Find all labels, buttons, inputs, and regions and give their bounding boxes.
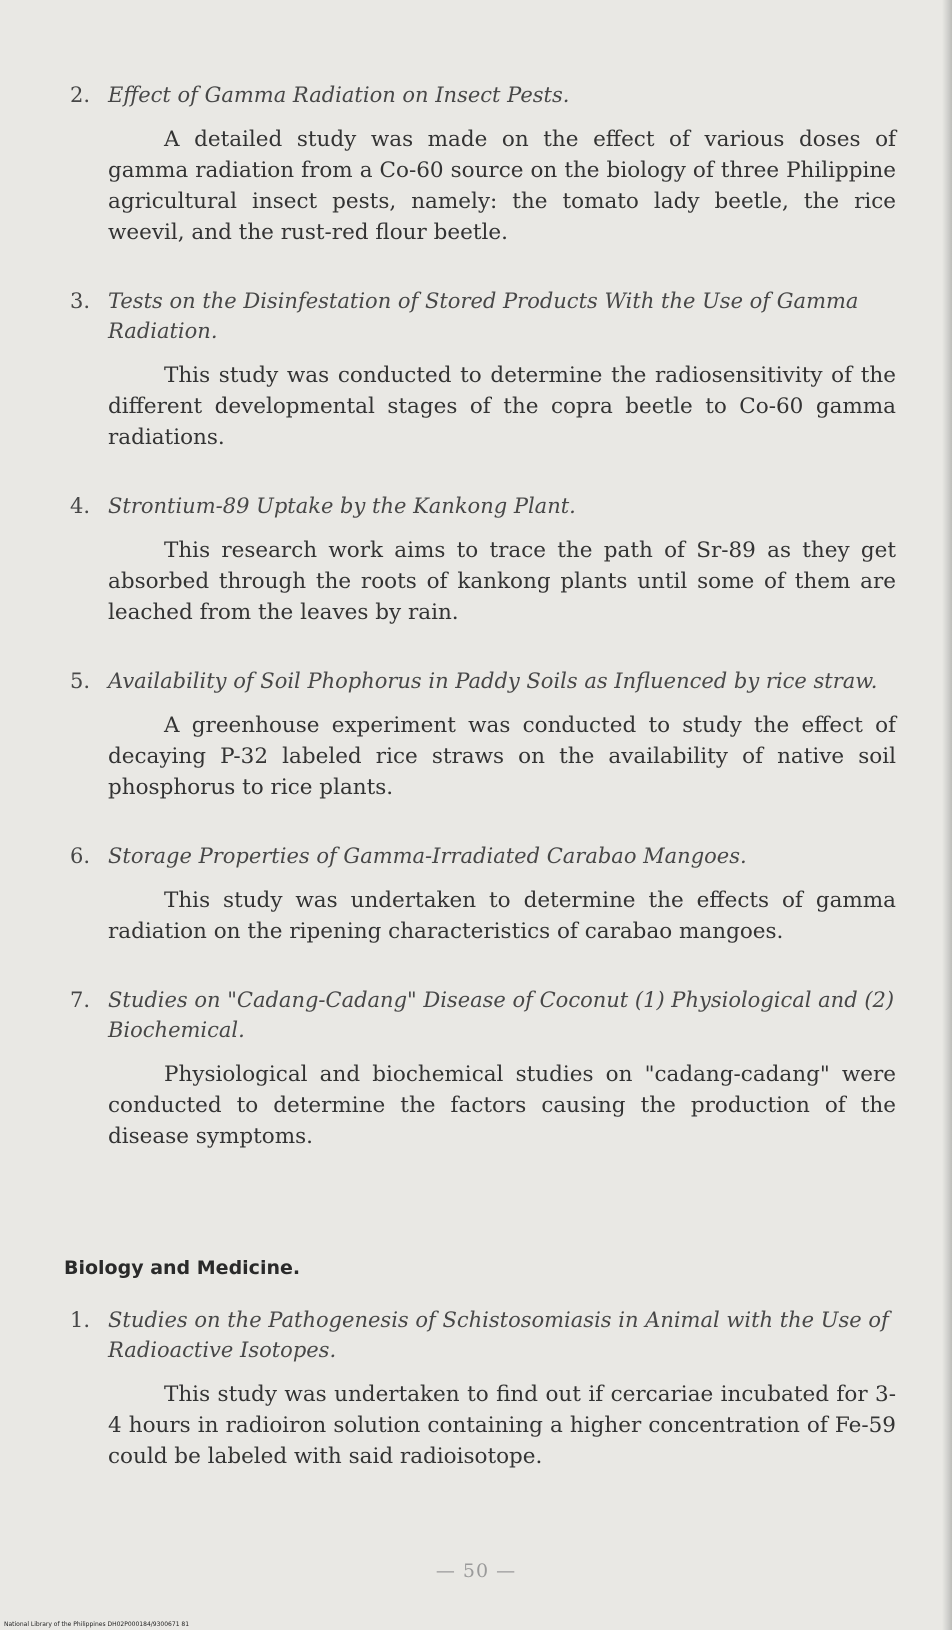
- item-title: Tests on the Disinfestation of Stored Products With the Use of Gamma Radiation.: [108, 289, 859, 343]
- item-number: 6.: [70, 844, 91, 868]
- item-description: A detailed study was made on the effect of various doses of gamma radiation from a Co-60 source on the biology of three Philippine agricultural insect pests, namely: the tomato lady beetle, the rice weevil, and the rust-red flour beetle.: [108, 127, 896, 245]
- item-description: This study was undertaken to determine the effects of gamma radiation on the ripening characteristics of carabao mangoes.: [108, 888, 896, 944]
- section-heading: Biology and Medicine.: [64, 1257, 301, 1279]
- list-item: [70, 491, 896, 628]
- item-title: Availability of Soil Phophorus in Paddy Soils as Influenced by rice straw.: [108, 669, 878, 693]
- list-item: [70, 841, 896, 947]
- item-heading: [70, 985, 896, 1045]
- agriculture-items-list: [70, 80, 896, 1152]
- biology-items-list: [70, 1305, 896, 1472]
- item-number: 5.: [70, 669, 91, 693]
- item-title: Studies on the Pathogenesis of Schistosomiasis in Animal with the Use of Radioactive Isotopes.: [108, 1308, 889, 1362]
- item-heading: [70, 1305, 896, 1365]
- page-number: — 50 —: [435, 1560, 517, 1582]
- item-heading: [70, 841, 896, 871]
- page-edge: [942, 0, 952, 1630]
- item-number: 2.: [70, 83, 91, 107]
- item-heading: [70, 491, 896, 521]
- scan-credit: National Library of the Philippines DH02P000184/9300671 81: [4, 1621, 190, 1628]
- item-number: 4.: [70, 494, 91, 518]
- item-description: This study was conducted to determine the radiosensitivity of the different developmental stages of the copra beetle to Co-60 gamma radiations.: [108, 363, 896, 450]
- list-item: [70, 666, 896, 803]
- item-description: A greenhouse experiment was conducted to study the effect of decaying P-32 labeled rice straws on the availability of native soil phosphorus to rice plants.: [108, 713, 896, 800]
- list-item: [70, 286, 896, 453]
- item-heading: [70, 80, 896, 110]
- item-number: 3.: [70, 289, 91, 313]
- item-description: This study was undertaken to find out if cercariae incubated for 3-4 hours in radioiron solution containing a higher concentration of Fe-59 could be labeled with said radioisotope.: [108, 1382, 896, 1469]
- item-heading: [70, 666, 896, 696]
- item-title: Storage Properties of Gamma-Irradiated Carabao Mangoes.: [108, 844, 747, 868]
- item-title: Strontium-89 Uptake by the Kankong Plant.: [108, 494, 576, 518]
- item-heading: [70, 286, 896, 346]
- item-description: This research work aims to trace the path of Sr-89 as they get absorbed through the roots of kankong plants until some of them are leached from the leaves by rain.: [108, 538, 896, 625]
- item-title: Effect of Gamma Radiation on Insect Pests.: [108, 83, 570, 107]
- item-title: Studies on "Cadang-Cadang" Disease of Coconut (1) Physiological and (2) Biochemical.: [108, 988, 895, 1042]
- item-description: Physiological and biochemical studies on "cadang-cadang" were conducted to determine the factors causing the production of the disease symptoms.: [108, 1062, 896, 1149]
- list-item: [70, 80, 896, 248]
- list-item: [70, 985, 896, 1152]
- item-number: 7.: [70, 988, 91, 1012]
- list-item: [70, 1305, 896, 1472]
- item-number: 1.: [70, 1308, 91, 1332]
